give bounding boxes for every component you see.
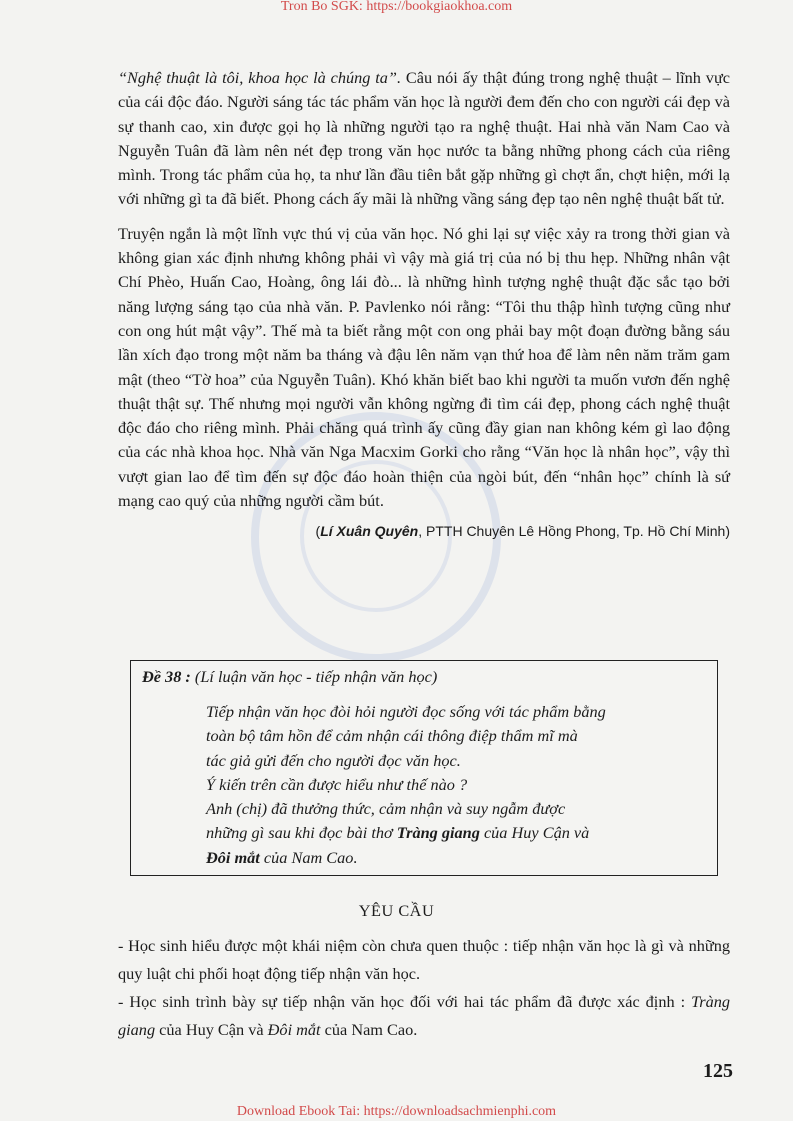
work-title-1: Tràng giang — [396, 823, 480, 843]
prompt-line-start: những gì sau khi đọc bài thơ — [206, 823, 393, 843]
prompt-line: Anh (chị) đã thưởng thức, cảm nhận và suy ngẫm được — [206, 799, 566, 819]
exercise-heading — [142, 667, 437, 687]
page-number: 125 — [703, 1060, 733, 1082]
requirement-2-end: của Nam Cao. — [320, 1020, 418, 1039]
req-work-1: Tràng giang — [118, 992, 730, 1039]
requirement-2-mid: của Huy Cận và — [155, 1020, 268, 1039]
work-title-2: Đôi mắt — [206, 847, 260, 867]
prompt-line-tail: của Huy Cận và — [479, 823, 590, 843]
main-text — [118, 66, 730, 557]
paragraph-1-body: Câu nói ấy thật đúng trong nghệ thuật – lĩnh vực của cái độc đáo. Người sáng tác tác phẩm văn học là người đem đến cho con người cái đẹp và sự thanh cao, xin được gọi họ là những người tạo ra nghệ thuật. Hai nhà văn Nam Cao và Nguyễn Tuân đã làm nên nét đẹp trong văn học nước ta bằng những phong cách của riêng mình. Trong tác phẩm của họ, ta như lần đầu tiên bắt gặp những gì chợt ẩn, chợt hiện, mới lạ với những gì ta đã biết. Phong cách ấy mãi là những vầng sáng đẹp tạo nên nghệ thuật bất tử. — [118, 68, 730, 209]
opening-quote: “Nghệ thuật là tôi, khoa học là chúng ta”. — [118, 68, 402, 87]
paragraph-1 — [118, 66, 730, 212]
prompt-line: Tiếp nhận văn học đòi hỏi người đọc sống với tác phẩm bằng — [206, 702, 606, 721]
prompt-line-end: của Nam Cao. — [259, 847, 358, 867]
header-link[interactable]: Tron Bo SGK: https://bookgiaokhoa.com — [280, 0, 513, 14]
footer-link[interactable]: Download Ebook Tai: https://downloadsachmienphi.com — [236, 1104, 557, 1119]
prompt-line: tác giả gửi đến cho người đọc văn học. — [206, 750, 461, 770]
paragraph-2: Truyện ngắn là một lĩnh vực thú vị của văn học. Nó ghi lại sự việc xảy ra trong thời gian và không gian xác định nhưng không phải vì vậy mà giá trị của nó bị thu hẹp. Những nhân vật Chí Phèo, Huấn Cao, Hoàng, ông lái đò... là những hình tượng nghệ thuật đặc sắc tạo bởi năng lượng sáng tạo của nhà văn. P. Pavlenko nói rằng: “Tôi thu thập hình tượng cũng như con ong hút mật vậy”. Thế mà ta biết rằng một con ong phải bay một đoạn đường bằng sáu lần xích đạo trong một năm ba tháng và đậu lên năm vạn thứ hoa để làm nên năm trăm gam mật (theo “Tờ hoa” của Nguyễn Tuân). Khó khăn biết bao khi người ta muốn vươn đến nghệ thuật thật sự. Thế nhưng mọi người vẫn không ngừng đi tìm cái đẹp, phong cách nghệ thuật độc đáo cho riêng mình. Phải chăng quá trình ấy cũng đầy gian nan không kém gì lao động của các nhà khoa học. Nhà văn Nga Macxim Gorki cho rằng “Văn học là nhân học”, vậy thì vượt gian lao để tìm đến sự độc đáo hoàn thiện của ngòi bút, đến “nhân học” chính là sứ mạng cao quý của những người cầm bút. — [118, 223, 730, 511]
prompt-line: toàn bộ tâm hồn để cảm nhận cái thông điệp thẩm mĩ mà — [206, 726, 578, 746]
exercise-prompt — [206, 700, 708, 870]
exercise-topic: (Lí luận văn học - tiếp nhận văn học) — [190, 667, 438, 686]
requirement-2 — [118, 988, 730, 1044]
req-work-2: Đôi mắt — [267, 1020, 321, 1039]
exercise-label: Đề 38 : — [142, 667, 191, 686]
prompt-line: Ý kiến trên cần được hiểu như thế nào ? — [206, 774, 468, 794]
exercise-box — [130, 660, 718, 876]
requirements-title: YÊU CẦU — [358, 901, 435, 920]
requirement-1: - Học sinh hiểu được một khái niệm còn chưa quen thuộc : tiếp nhận văn học là gì và những quy luật chi phối hoạt động tiếp nhận văn học. — [118, 936, 730, 983]
attribution — [118, 523, 730, 539]
requirement-2-text: - Học sinh trình bày sự tiếp nhận văn học đối với hai tác phẩm đã được xác định : — [118, 992, 692, 1011]
author-name: Lí Xuân Quyên — [320, 523, 419, 540]
prompt-line — [206, 846, 708, 870]
attribution-open: ( — [315, 523, 321, 540]
prompt-line — [206, 821, 708, 845]
author-school: , PTTH Chuyên Lê Hồng Phong, Tp. Hồ Chí Minh) — [418, 523, 730, 540]
